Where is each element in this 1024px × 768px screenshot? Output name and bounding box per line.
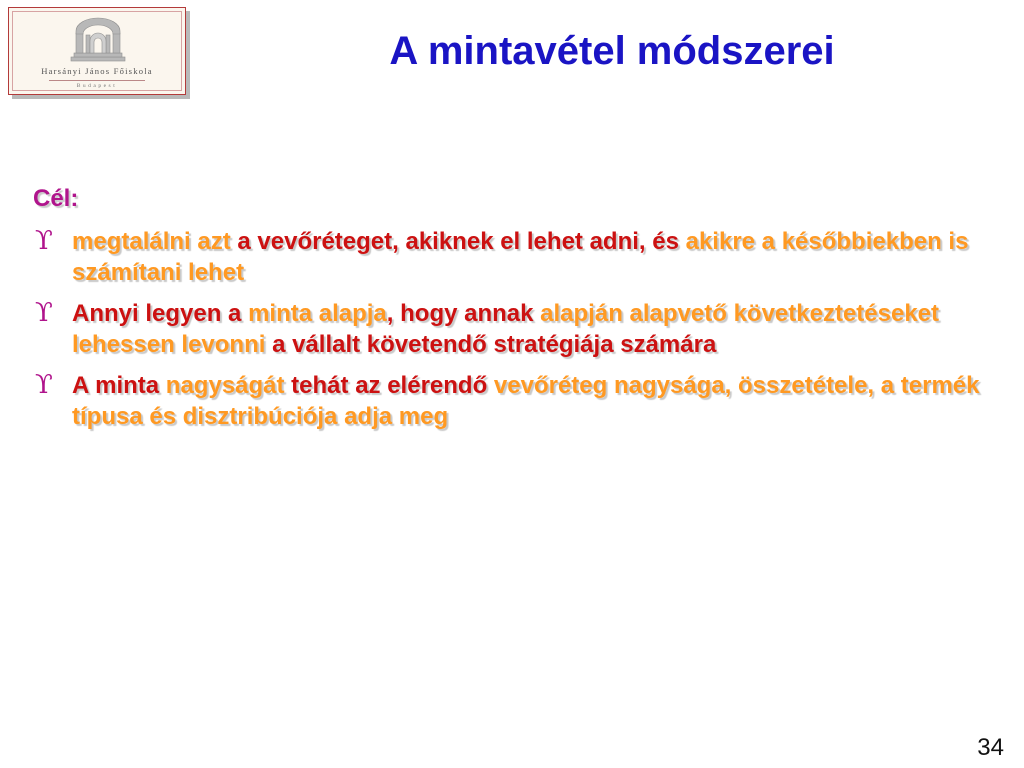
- bullet-segment: vevőréteg nagysága, összetétele, a termék típusa és disztribúciója adja meg: [72, 372, 980, 430]
- college-logo: [8, 7, 186, 95]
- bullet-text: [72, 372, 979, 430]
- bullet-segment: Annyi legyen a: [72, 300, 249, 327]
- slide-title: A mintavétel módszerei: [389, 29, 835, 73]
- logo-city: Budapest: [76, 83, 118, 89]
- goal-label: Cél:: [33, 185, 79, 212]
- bullet-segment: minta alapja: [248, 300, 387, 327]
- bullet-segment: nagyságát: [165, 372, 285, 399]
- slide-content: [33, 184, 993, 442]
- bullet-segment: alapján alapvető következtetéseket lehessen levonni: [72, 300, 940, 358]
- building-icon: [68, 17, 128, 63]
- bullet-item: [33, 226, 993, 288]
- bullet-icon: ϒ: [35, 226, 53, 256]
- bullet-icon: ϒ: [35, 370, 53, 400]
- bullet-icon: ϒ: [35, 298, 53, 328]
- bullet-list: [33, 226, 993, 432]
- bullet-item: [33, 370, 993, 432]
- page-number: 34: [977, 734, 1004, 761]
- bullet-segment: a vevőréteget, akiknek el lehet adni, és: [230, 228, 686, 255]
- bullet-segment: tehát az elérendő: [284, 372, 494, 399]
- bullet-segment: akikre a későbbiekben is számítani lehet: [72, 228, 969, 286]
- bullet-segment: a vállalt követendő stratégiája számára: [265, 331, 717, 358]
- bullet-text: [72, 228, 968, 286]
- bullet-segment: , hogy annak: [386, 300, 541, 327]
- bullet-text: [72, 300, 939, 358]
- bullet-segment: A minta: [72, 372, 166, 399]
- logo-divider: [49, 80, 145, 81]
- logo-college-name: Harsányi János Főiskola: [41, 66, 153, 76]
- bullet-item: [33, 298, 993, 360]
- bullet-segment: megtalálni azt: [72, 228, 231, 255]
